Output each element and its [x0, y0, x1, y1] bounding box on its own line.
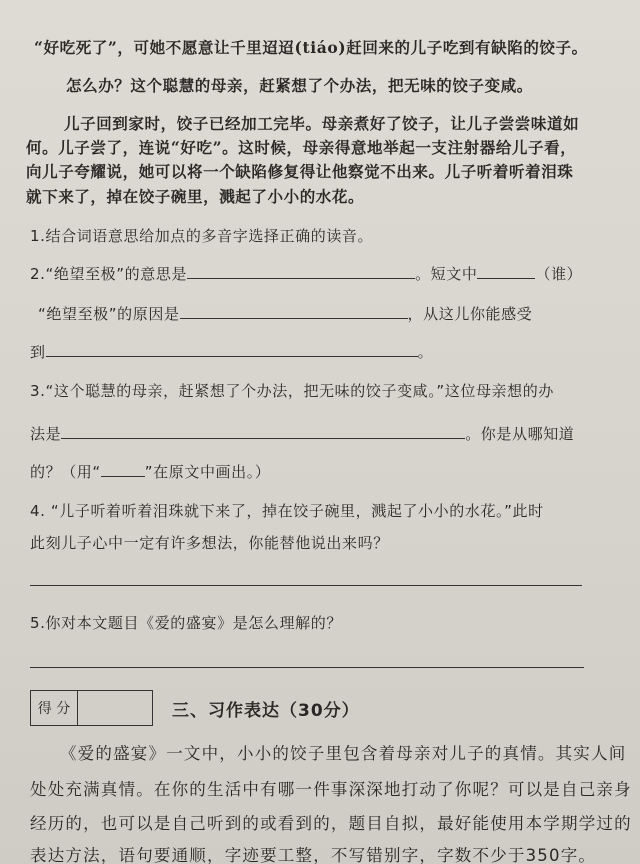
q3-text-e: ”在原文中画出。） — [144, 463, 271, 481]
q2-feeling-blank[interactable] — [46, 340, 418, 357]
q5-answer-line[interactable] — [30, 667, 584, 668]
composition-line-4: 表达方法，语句要通顺，字迹要工整，不写错别字，字数不少于350字。 — [30, 846, 597, 864]
composition-line-2: 处处充满真情。在你的生活中有哪一件事深深地打动了你呢？可以是自己亲身 — [30, 780, 632, 799]
q2-reason-blank[interactable] — [180, 302, 408, 319]
passage-line-4: 何。儿子尝了，连说“好吃”。这时候，母亲得意地举起一支注射器给儿子看， — [26, 138, 577, 157]
question-3-line-1: 3.“这个聪慧的母亲，赶紧想了个办法，把无味的饺子变咸。”这位母亲想的办 — [30, 382, 554, 400]
composition-line-1: 《爱的盛宴》一文中，小小的饺子里包含着母亲对儿子的真情。其实人间 — [60, 744, 627, 763]
q3-text-b: 法是 — [30, 425, 62, 443]
question-1: 1.结合词语意思给加点的多音字选择正确的读音。 — [30, 227, 374, 245]
passage-line-5: 向儿子夸耀说，她可以将一个缺陷修复得让他察觉不出来。儿子听着听着泪珠 — [26, 162, 574, 181]
section-3-title: 三、习作表达（30分） — [172, 701, 360, 721]
question-4-line-1: 4. “儿子听着听着泪珠就下来了，掉在饺子碗里，溅起了小小的水花。”此时 — [30, 502, 544, 520]
passage-line-1: “好吃死了”，可她不愿意让千里迢迢(tiáo)赶回来的儿子吃到有缺陷的饺子。 — [34, 38, 588, 57]
score-box — [30, 690, 153, 726]
passage-line-3: 儿子回到家时，饺子已经加工完毕。母亲煮好了饺子，让儿子尝尝味道如 — [64, 114, 580, 133]
passage-line-2: 怎么办？这个聪慧的母亲，赶紧想了个办法，把无味的饺子变咸。 — [66, 76, 533, 95]
q2-who-blank[interactable] — [477, 262, 535, 279]
question-4-line-2: 此刻儿子心中一定有许多想法，你能替他说出来吗？ — [30, 534, 389, 552]
q2-text-e: ，从这儿你能感受 — [407, 305, 533, 323]
q2-text-c: （谁） — [535, 265, 583, 283]
question-2-line-2 — [38, 302, 532, 324]
q3-text-c: 。你是从哪知道 — [465, 425, 575, 443]
score-value-cell[interactable] — [78, 691, 152, 725]
question-3-line-3 — [30, 460, 270, 482]
passage-line-6: 就下来了，掉在饺子碗里，溅起了小小的水花。 — [26, 187, 365, 206]
q3-underline-sample — [101, 460, 145, 477]
q4-answer-line[interactable] — [30, 585, 582, 586]
q2-text-g: 。 — [417, 343, 434, 361]
question-2-line-1 — [30, 262, 582, 284]
question-3-line-2 — [30, 422, 574, 444]
q2-text-f: 到 — [30, 343, 46, 361]
q3-method-blank[interactable] — [61, 422, 465, 439]
q3-text-d: 的？（用“ — [30, 463, 101, 481]
score-label: 得 分 — [31, 691, 78, 725]
q2-text-a: 2.“绝望至极”的意思是 — [30, 265, 188, 283]
question-5: 5.你对本文题目《爱的盛宴》是怎么理解的？ — [30, 614, 342, 632]
q2-text-b: 。短文中 — [415, 265, 478, 283]
q2-text-d: “绝望至极”的原因是 — [38, 305, 180, 323]
q2-meaning-blank[interactable] — [187, 262, 415, 279]
composition-line-3: 经历的，也可以是自己听到的或看到的，题目自拟，最好能使用本学期学过的 — [30, 814, 632, 833]
question-2-line-3 — [30, 340, 433, 362]
